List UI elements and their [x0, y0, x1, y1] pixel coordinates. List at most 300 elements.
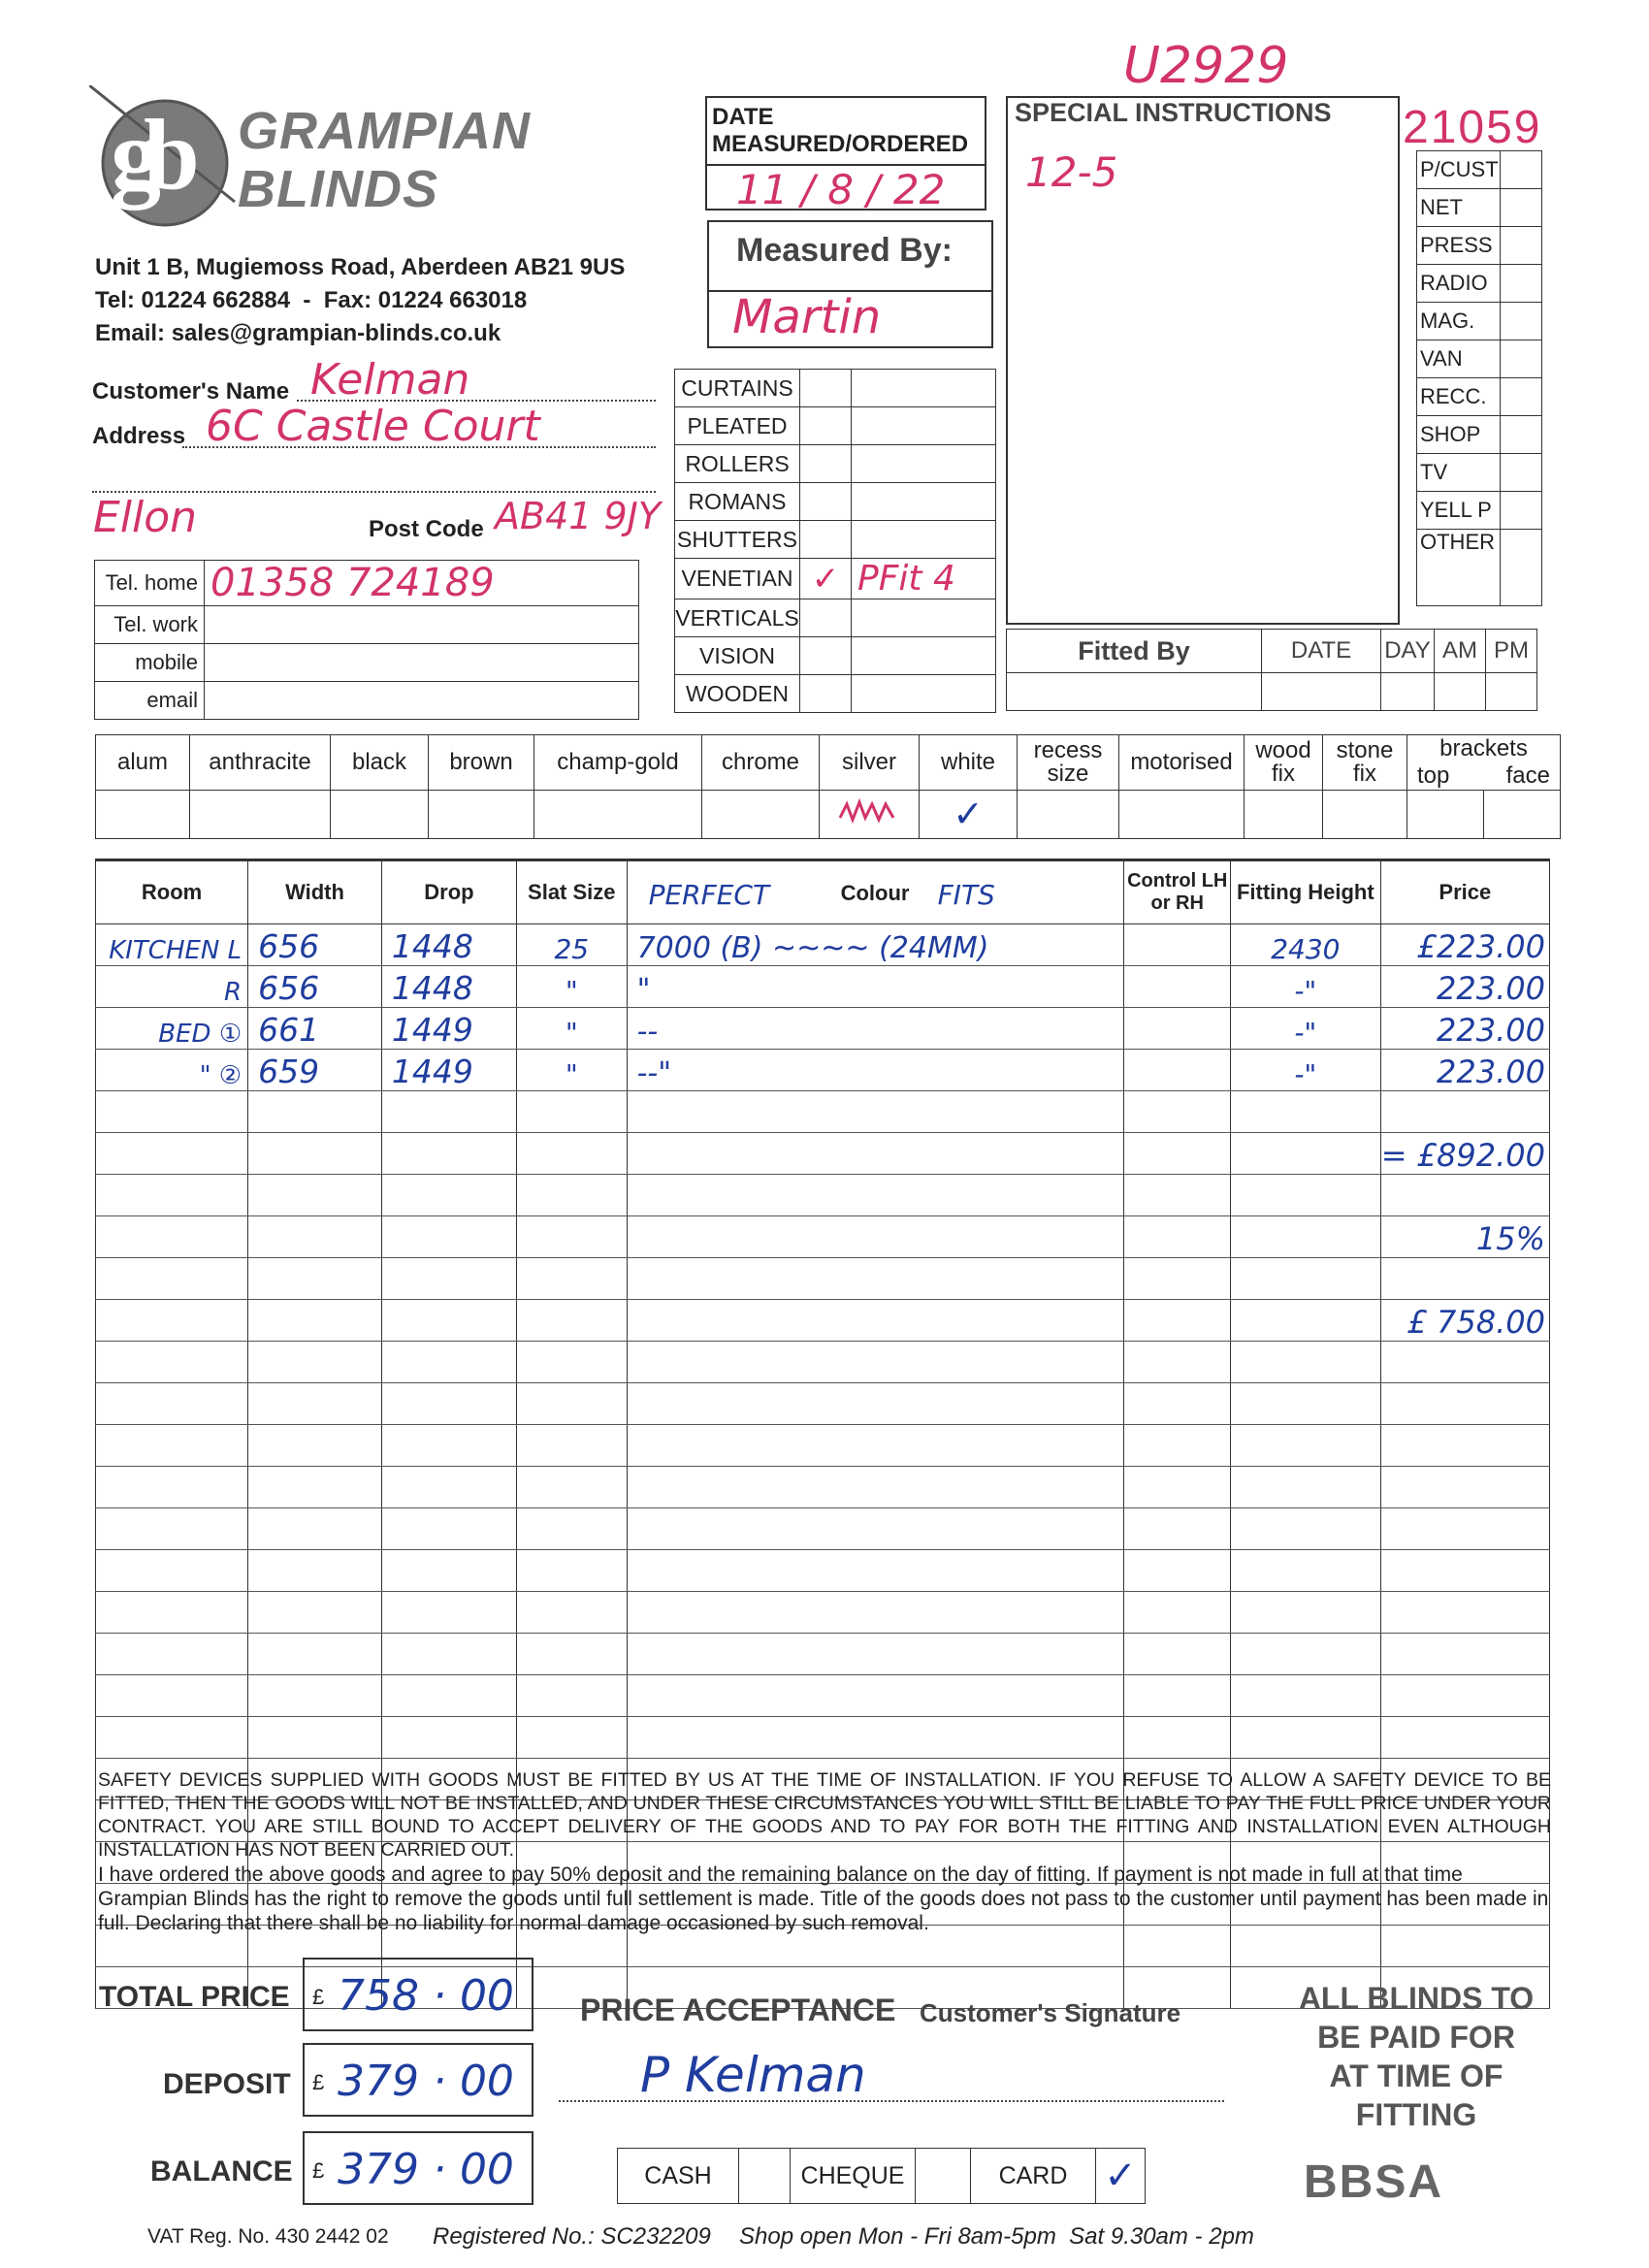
item-room — [96, 1133, 248, 1175]
address-value-2: Ellon — [93, 493, 198, 542]
item-colour — [627, 1175, 1124, 1216]
blind-type-mark[interactable] — [800, 637, 852, 675]
card-label: CARD — [971, 2149, 1096, 2204]
colour-option-6: silver — [820, 735, 920, 791]
address-label: Address — [92, 423, 186, 449]
item-width — [248, 1467, 382, 1508]
item-drop: 1448 — [381, 924, 516, 966]
item-room — [96, 1634, 248, 1675]
item-control — [1124, 1216, 1231, 1258]
item-colour — [627, 1592, 1124, 1634]
silver-scribble — [835, 796, 903, 826]
item-slat: " — [516, 966, 627, 1008]
item-drop — [381, 1342, 516, 1383]
item-width — [248, 1717, 382, 1759]
item-room: " ② — [96, 1050, 248, 1091]
mobile-value — [205, 644, 639, 682]
item-row — [96, 1216, 1550, 1258]
company-address: Unit 1 B, Mugiemoss Road, Aberdeen AB21 9US — [95, 254, 626, 280]
deposit-label: DEPOSIT — [163, 2068, 291, 2100]
item-colour — [627, 1675, 1124, 1717]
item-price — [1380, 1383, 1549, 1425]
item-width — [248, 1634, 382, 1675]
source-label: RADIO — [1417, 265, 1501, 303]
item-fitting — [1231, 1216, 1381, 1258]
blind-type-mark[interactable] — [800, 370, 852, 407]
item-width — [248, 1425, 382, 1467]
cheque-checkbox[interactable] — [916, 2149, 971, 2204]
item-row — [96, 1050, 1550, 1091]
date-box — [705, 96, 986, 211]
blind-type-mark[interactable] — [800, 407, 852, 445]
item-colour — [627, 1258, 1124, 1300]
source-checkbox[interactable] — [1501, 227, 1542, 265]
colour-option-11: stone fix — [1323, 735, 1407, 791]
measured-by-box — [707, 220, 993, 348]
blind-type-label: SHUTTERS — [675, 521, 800, 559]
source-table — [1416, 150, 1542, 606]
item-row — [96, 1175, 1550, 1216]
vat-number: VAT Reg. No. 430 2442 02 — [147, 2225, 389, 2248]
blind-type-label: ROMANS — [675, 483, 800, 521]
item-colour — [627, 1091, 1124, 1133]
mobile-label: mobile — [95, 644, 205, 682]
item-price — [1380, 1717, 1549, 1759]
balance-box — [303, 2131, 534, 2205]
item-fitting — [1231, 1258, 1381, 1300]
blind-type-mark[interactable]: ✓ — [800, 559, 852, 599]
brackets-top-checkbox[interactable] — [1407, 791, 1484, 839]
logo-letters: gb — [111, 99, 182, 211]
item-room — [96, 1425, 248, 1467]
source-label: TV — [1417, 454, 1501, 492]
colour-checkbox-10[interactable] — [1245, 791, 1323, 839]
blind-type-note — [852, 483, 996, 521]
item-room — [96, 1508, 248, 1550]
item-control — [1124, 1133, 1231, 1175]
item-control — [1124, 924, 1231, 966]
date-label-1: DATE — [712, 104, 774, 130]
col-fitting-height: Fitting Height — [1231, 860, 1381, 924]
item-price: 223.00 — [1380, 966, 1549, 1008]
tel-home-label: Tel. home — [95, 561, 205, 606]
item-fitting — [1231, 1550, 1381, 1592]
special-instructions-value: 12-5 — [1025, 148, 1118, 196]
colour-option-8: recess size — [1018, 735, 1119, 791]
source-label: P/CUST — [1417, 151, 1501, 189]
item-drop — [381, 1508, 516, 1550]
item-fitting — [1231, 1467, 1381, 1508]
tel-work-label: Tel. work — [95, 606, 205, 644]
brackets-label: brackets — [1439, 735, 1528, 761]
date-value: 11 / 8 / 22 — [736, 166, 946, 213]
item-room — [96, 1175, 248, 1216]
item-slat — [516, 1550, 627, 1592]
shop-hours: Shop open Mon - Fri 8am-5pm Sat 9.30am - 2pm — [739, 2223, 1254, 2250]
item-slat — [516, 1508, 627, 1550]
blind-type-label: ROLLERS — [675, 445, 800, 483]
item-room — [96, 1342, 248, 1383]
item-fitting: -" — [1231, 1008, 1381, 1050]
brackets-face-checkbox[interactable] — [1484, 791, 1561, 839]
item-row — [96, 1133, 1550, 1175]
item-price: 223.00 — [1380, 1050, 1549, 1091]
item-room: R — [96, 966, 248, 1008]
item-control — [1124, 1258, 1231, 1300]
source-row — [1417, 340, 1542, 378]
item-colour — [627, 1717, 1124, 1759]
blind-type-row — [675, 599, 996, 637]
cheque-label: CHEQUE — [791, 2149, 916, 2204]
source-label: NET — [1417, 189, 1501, 227]
item-fitting — [1231, 1717, 1381, 1759]
item-price — [1380, 1508, 1549, 1550]
item-slat — [516, 1133, 627, 1175]
item-price — [1380, 1091, 1549, 1133]
item-fitting — [1231, 1383, 1381, 1425]
source-row — [1417, 492, 1542, 530]
item-row — [96, 1091, 1550, 1133]
item-fitting — [1231, 1634, 1381, 1675]
blind-type-mark[interactable] — [800, 599, 852, 637]
colour-checkbox-7[interactable]: ✓ — [920, 791, 1018, 839]
blind-type-mark[interactable] — [800, 445, 852, 483]
card-checkbox[interactable]: ✓ — [1096, 2149, 1146, 2204]
source-checkbox[interactable] — [1501, 530, 1542, 606]
item-price — [1380, 1550, 1549, 1592]
item-drop — [381, 1258, 516, 1300]
item-control — [1124, 1467, 1231, 1508]
item-control — [1124, 1717, 1231, 1759]
total-value: 758 · 00 — [338, 1971, 514, 2021]
item-width — [248, 1300, 382, 1342]
measured-by-label: Measured By: — [736, 232, 953, 269]
item-slat: " — [516, 1008, 627, 1050]
item-row — [96, 966, 1550, 1008]
item-drop — [381, 1717, 516, 1759]
item-price — [1380, 1425, 1549, 1467]
item-control — [1124, 1050, 1231, 1091]
col-colour — [627, 860, 1124, 924]
cash-label: CASH — [618, 2149, 739, 2204]
item-price — [1380, 1258, 1549, 1300]
telephone-table — [94, 560, 639, 720]
item-control — [1124, 1675, 1231, 1717]
item-slat — [516, 1634, 627, 1675]
item-slat — [516, 1300, 627, 1342]
notice-line-1: ALL BLINDS TO — [1298, 1981, 1535, 2016]
item-slat — [516, 1717, 627, 1759]
item-colour — [627, 1467, 1124, 1508]
item-row — [96, 1383, 1550, 1425]
blind-type-note — [852, 407, 996, 445]
item-room — [96, 1550, 248, 1592]
item-control — [1124, 1342, 1231, 1383]
source-checkbox[interactable] — [1501, 416, 1542, 454]
item-drop — [381, 1091, 516, 1133]
source-row — [1417, 530, 1542, 606]
item-fitting — [1231, 1592, 1381, 1634]
source-checkbox[interactable] — [1501, 454, 1542, 492]
fitted-by-label: Fitted By — [1007, 630, 1262, 673]
signature-line — [559, 2100, 1224, 2102]
email-label: email — [95, 682, 205, 720]
address-value-1: 6C Castle Court — [206, 402, 540, 451]
item-price — [1380, 1467, 1549, 1508]
colour-checkbox-0[interactable] — [96, 791, 190, 839]
item-fitting — [1231, 1175, 1381, 1216]
fitted-pm-label: PM — [1486, 630, 1537, 673]
item-colour — [627, 1133, 1124, 1175]
colour-checkbox-4[interactable] — [534, 791, 702, 839]
item-width — [248, 1175, 382, 1216]
item-fitting — [1231, 1091, 1381, 1133]
colour-checkbox-1[interactable] — [190, 791, 331, 839]
price-acceptance-label: PRICE ACCEPTANCE — [580, 1993, 896, 2027]
item-width: 659 — [248, 1050, 382, 1091]
blind-type-mark[interactable] — [800, 521, 852, 559]
customer-name-value: Kelman — [310, 355, 470, 405]
registered-number: Registered No.: SC232209 — [433, 2223, 711, 2250]
blind-types-table — [674, 369, 996, 713]
item-width — [248, 1258, 382, 1300]
item-fitting: -" — [1231, 1050, 1381, 1091]
item-row — [96, 924, 1550, 966]
source-row — [1417, 454, 1542, 492]
blind-type-mark[interactable] — [800, 483, 852, 521]
source-label: MAG. — [1417, 303, 1501, 340]
item-drop — [381, 1425, 516, 1467]
item-control — [1124, 1592, 1231, 1634]
tel-home-value: 01358 724189 — [205, 561, 639, 606]
colour-checkbox-6[interactable] — [820, 791, 920, 839]
blind-type-label: WOODEN — [675, 675, 800, 713]
item-control — [1124, 1300, 1231, 1342]
total-label: TOTAL PRICE — [99, 1981, 290, 2013]
fitted-by-table — [1006, 629, 1537, 711]
blind-type-row — [675, 521, 996, 559]
colour-checkbox-9[interactable] — [1119, 791, 1245, 839]
customer-signature-label: Customer's Signature — [920, 1998, 1181, 2027]
colour-option-3: brown — [429, 735, 534, 791]
blind-type-note: PFit 4 — [852, 559, 996, 599]
item-fitting: -" — [1231, 966, 1381, 1008]
item-slat — [516, 1383, 627, 1425]
blind-type-row — [675, 370, 996, 407]
payment-method-table — [617, 2148, 1146, 2204]
brackets-face-label: face — [1505, 762, 1550, 789]
item-colour — [627, 1342, 1124, 1383]
item-price — [1380, 1342, 1549, 1383]
item-row — [96, 1550, 1550, 1592]
item-width — [248, 1508, 382, 1550]
brackets-header — [1407, 735, 1561, 791]
source-label: PRESS — [1417, 227, 1501, 265]
item-price: = £892.00 — [1380, 1133, 1549, 1175]
item-colour — [627, 1634, 1124, 1675]
customer-name-label: Customer's Name — [92, 378, 290, 405]
source-row — [1417, 189, 1542, 227]
item-control — [1124, 1008, 1231, 1050]
item-price: £ 758.00 — [1380, 1300, 1549, 1342]
colour-option-4: champ-gold — [534, 735, 702, 791]
item-row — [96, 1592, 1550, 1634]
item-room — [96, 1383, 248, 1425]
item-room — [96, 1300, 248, 1342]
item-colour — [627, 1508, 1124, 1550]
email-value — [205, 682, 639, 720]
bbsa-logo: BBSA — [1304, 2156, 1444, 2208]
item-slat — [516, 1425, 627, 1467]
order-number: 21059 — [1403, 102, 1542, 153]
item-slat — [516, 1342, 627, 1383]
col-slat: Slat Size — [516, 860, 627, 924]
blind-type-label: PLEATED — [675, 407, 800, 445]
item-control — [1124, 1425, 1231, 1467]
blind-type-mark[interactable] — [800, 675, 852, 713]
special-instructions-box — [1006, 96, 1400, 625]
payment-notice — [1261, 1979, 1571, 2134]
item-fitting — [1231, 1300, 1381, 1342]
item-price — [1380, 1634, 1549, 1675]
company-tel: Tel: 01224 662884 - Fax: 01224 663018 — [95, 287, 528, 313]
colour-option-0: alum — [96, 735, 190, 791]
source-checkbox[interactable] — [1501, 265, 1542, 303]
item-drop — [381, 1383, 516, 1425]
source-checkbox[interactable] — [1501, 303, 1542, 340]
order-ref-handwritten: U2929 — [1123, 37, 1289, 95]
item-colour — [627, 1425, 1124, 1467]
col-colour-label: Colour — [840, 881, 910, 905]
notice-line-4: FITTING — [1355, 2097, 1477, 2132]
blind-type-note — [852, 599, 996, 637]
source-label: VAN — [1417, 340, 1501, 378]
item-drop — [381, 1300, 516, 1342]
colour-checkbox-2[interactable] — [331, 791, 429, 839]
item-row — [96, 1425, 1550, 1467]
source-checkbox[interactable] — [1501, 492, 1542, 530]
blind-type-row — [675, 445, 996, 483]
item-fitting — [1231, 1508, 1381, 1550]
item-width — [248, 1592, 382, 1634]
blind-type-row — [675, 637, 996, 675]
colour-option-9: motorised — [1119, 735, 1245, 791]
item-width — [248, 1216, 382, 1258]
colour-table — [95, 734, 1561, 839]
item-slat: " — [516, 1050, 627, 1091]
item-slat — [516, 1091, 627, 1133]
measured-by-value: Martin — [732, 290, 882, 344]
item-fitting — [1231, 1425, 1381, 1467]
source-row — [1417, 416, 1542, 454]
colour-checkbox-11[interactable] — [1323, 791, 1407, 839]
item-price — [1380, 1675, 1549, 1717]
source-row — [1417, 303, 1542, 340]
cash-checkbox[interactable] — [739, 2149, 791, 2204]
col-colour-pre: PERFECT — [648, 879, 770, 911]
item-room — [96, 1258, 248, 1300]
date-label-2: MEASURED/ORDERED — [712, 131, 969, 157]
item-control — [1124, 1634, 1231, 1675]
deposit-box — [303, 2043, 534, 2117]
col-drop: Drop — [381, 860, 516, 924]
balance-value: 379 · 00 — [338, 2145, 514, 2194]
total-currency: £ — [312, 1985, 325, 2009]
fitted-date-label: DATE — [1262, 630, 1381, 673]
source-checkbox[interactable] — [1501, 378, 1542, 416]
colour-checkbox-3[interactable] — [429, 791, 534, 839]
agreement-terms: I have ordered the above goods and agree to pay 50% deposit and the remaining balance on the day of fitting. If payment is not made in full at that time Grampian Blinds has the right to remove the goods until full settlement is made. Title of the goods does not pass to the customer until payment has been made in full. Declaring that there shall be no liability for normal damage occasioned by such removal. — [98, 1863, 1549, 1934]
balance-label: BALANCE — [150, 2155, 293, 2187]
item-price — [1380, 1175, 1549, 1216]
item-control — [1124, 1175, 1231, 1216]
item-width — [248, 1675, 382, 1717]
item-colour: --" — [627, 1050, 1124, 1091]
balance-currency: £ — [312, 2158, 325, 2183]
blind-type-row — [675, 483, 996, 521]
source-checkbox[interactable] — [1501, 340, 1542, 378]
blind-type-label: CURTAINS — [675, 370, 800, 407]
source-row — [1417, 265, 1542, 303]
item-room — [96, 1592, 248, 1634]
blind-type-note — [852, 370, 996, 407]
item-width — [248, 1550, 382, 1592]
item-slat — [516, 1216, 627, 1258]
item-row — [96, 1300, 1550, 1342]
blind-type-note — [852, 637, 996, 675]
colour-checkbox-8[interactable] — [1018, 791, 1119, 839]
item-drop — [381, 1467, 516, 1508]
brackets-top-label: top — [1417, 762, 1450, 789]
item-row — [96, 1508, 1550, 1550]
item-drop — [381, 1592, 516, 1634]
item-colour: 7000 (B) ~~~~ (24MM) — [627, 924, 1124, 966]
blind-type-label: VISION — [675, 637, 800, 675]
item-width — [248, 1342, 382, 1383]
item-price: £223.00 — [1380, 924, 1549, 966]
item-colour — [627, 1216, 1124, 1258]
deposit-value: 379 · 00 — [338, 2057, 514, 2106]
source-row — [1417, 378, 1542, 416]
item-room — [96, 1675, 248, 1717]
item-control — [1124, 1383, 1231, 1425]
item-width: 656 — [248, 966, 382, 1008]
item-colour: -- — [627, 1008, 1124, 1050]
item-fitting — [1231, 1342, 1381, 1383]
item-row — [96, 1008, 1550, 1050]
blind-type-note — [852, 675, 996, 713]
item-drop: 1449 — [381, 1008, 516, 1050]
item-row — [96, 1467, 1550, 1508]
source-checkbox[interactable] — [1501, 151, 1542, 189]
source-checkbox[interactable] — [1501, 189, 1542, 227]
blind-type-note — [852, 521, 996, 559]
item-room — [96, 1091, 248, 1133]
item-width — [248, 1091, 382, 1133]
colour-checkbox-5[interactable] — [702, 791, 820, 839]
blind-type-note — [852, 445, 996, 483]
item-fitting — [1231, 1133, 1381, 1175]
safety-terms: SAFETY DEVICES SUPPLIED WITH GOODS MUST BE FITTED BY US AT THE TIME OF INSTALLATION. IF YOU REFUSE TO ALLOW A SAFETY DEVICE TO BE FITTED, THEN THE GOODS WILL NOT BE INSTALLED, AND UNDER THESE CIRCUMSTANCES YOU WILL STILL BE LIABLE TO PAY THE FULL PRICE UNDER YOUR CONTRACT. YOU ARE STILL BOUND TO ACCEPT DELIVERY OF THE GOODS AND TO PAY FOR BOTH THE FITTING AND INSTALLATION EVEN ALTHOUGH INSTALLATION HAS NOT BEEN CARRIED OUT. — [98, 1769, 1551, 1861]
item-control — [1124, 1091, 1231, 1133]
item-price: 223.00 — [1380, 1008, 1549, 1050]
item-fitting: 2430 — [1231, 924, 1381, 966]
company-email: Email: sales@grampian-blinds.co.uk — [95, 320, 501, 346]
blind-type-label: VERTICALS — [675, 599, 800, 637]
notice-line-2: BE PAID FOR — [1317, 2020, 1515, 2055]
source-label: RECC. — [1417, 378, 1501, 416]
item-control — [1124, 1508, 1231, 1550]
